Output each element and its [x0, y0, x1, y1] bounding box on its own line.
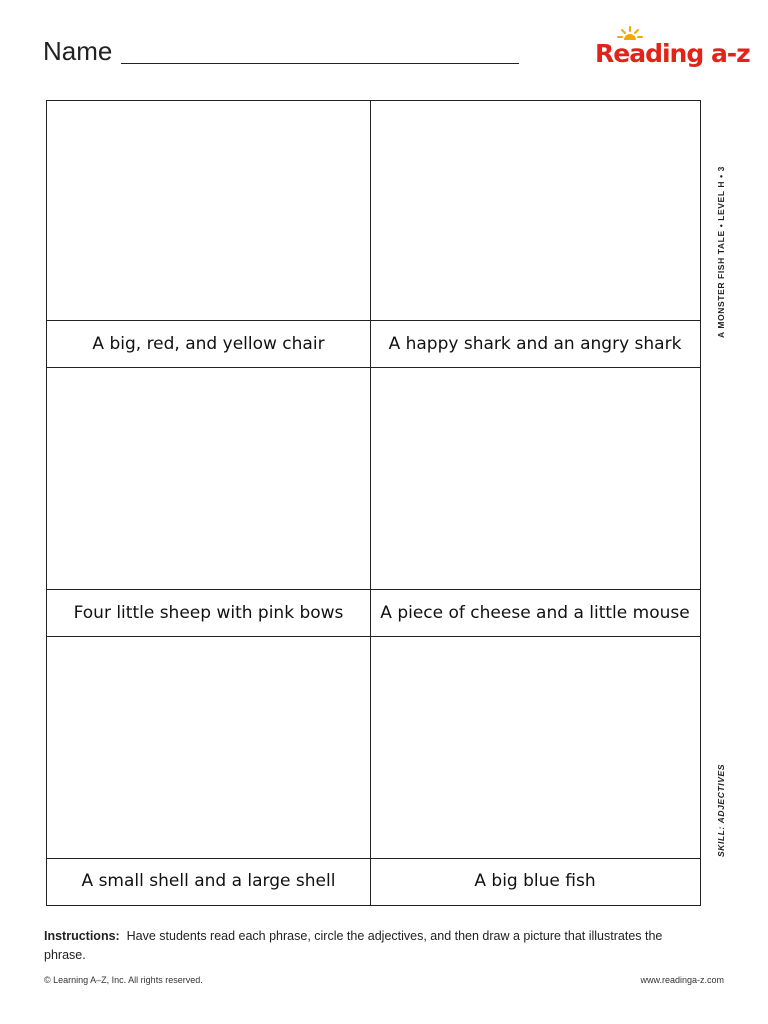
cell-caption-1[interactable]: A big, red, and yellow chair: [92, 333, 325, 354]
website-link[interactable]: www.readinga-z.com: [640, 975, 724, 985]
drawing-area-5[interactable]: [47, 636, 370, 858]
cell-caption-6[interactable]: A big blue fish: [474, 871, 596, 891]
reading-az-logo: [595, 26, 750, 72]
instructions-label: Instructions:: [44, 929, 120, 943]
name-label: Name: [43, 36, 113, 66]
drawing-area-6[interactable]: [370, 636, 700, 858]
skill-side-label: SKILL: ADJECTIVES: [716, 763, 726, 857]
cell-caption-5[interactable]: A small shell and a large shell: [81, 871, 336, 891]
book-title-side-label: A MONSTER FISH TALE • LEVEL H • 3: [716, 166, 726, 338]
drawing-area-1[interactable]: [47, 101, 370, 320]
name-line[interactable]: [121, 63, 519, 64]
instructions-text: Have students read each phrase, circle the adjectives, and then draw a picture that illustrates the phrase.: [44, 929, 663, 962]
copyright-text: © Learning A–Z, Inc. All rights reserved.: [44, 975, 203, 985]
instructions: [44, 927, 684, 965]
drawing-grid: [46, 100, 701, 906]
drawing-area-2[interactable]: [370, 101, 700, 320]
sun-icon: [617, 26, 643, 40]
cell-caption-3[interactable]: Four little sheep with pink bows: [73, 602, 344, 623]
cell-caption-2[interactable]: A happy shark and an angry shark: [388, 333, 682, 354]
logo-text: Reading a-z: [595, 39, 750, 68]
cell-caption-4[interactable]: A piece of cheese and a little mouse: [380, 602, 690, 623]
drawing-area-4[interactable]: [370, 367, 700, 589]
drawing-area-3[interactable]: [47, 367, 370, 589]
